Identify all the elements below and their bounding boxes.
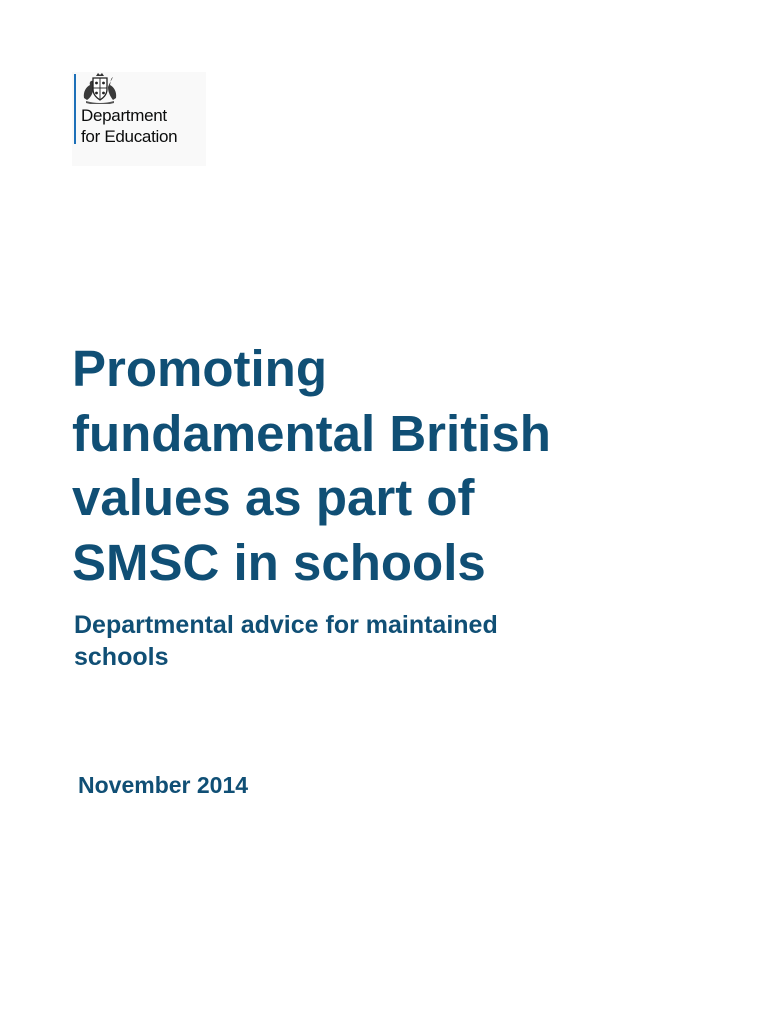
dfe-logo <box>72 72 206 166</box>
publication-date: November 2014 <box>78 772 249 798</box>
subtitle-line: Departmental advice for maintained <box>74 611 498 639</box>
document-title <box>72 337 712 595</box>
logo-text-for-education: for Education <box>81 127 178 146</box>
title-line: values as part of <box>72 469 475 526</box>
royal-coat-of-arms-icon <box>80 72 120 104</box>
document-subtitle <box>74 609 694 673</box>
title-line: SMSC in schools <box>72 533 486 591</box>
title-line: Promoting <box>72 340 327 397</box>
logo-rule <box>74 74 76 144</box>
title-line: fundamental British <box>72 404 551 462</box>
subtitle-line: schools <box>74 643 169 671</box>
logo-text-department: Department <box>81 106 167 125</box>
